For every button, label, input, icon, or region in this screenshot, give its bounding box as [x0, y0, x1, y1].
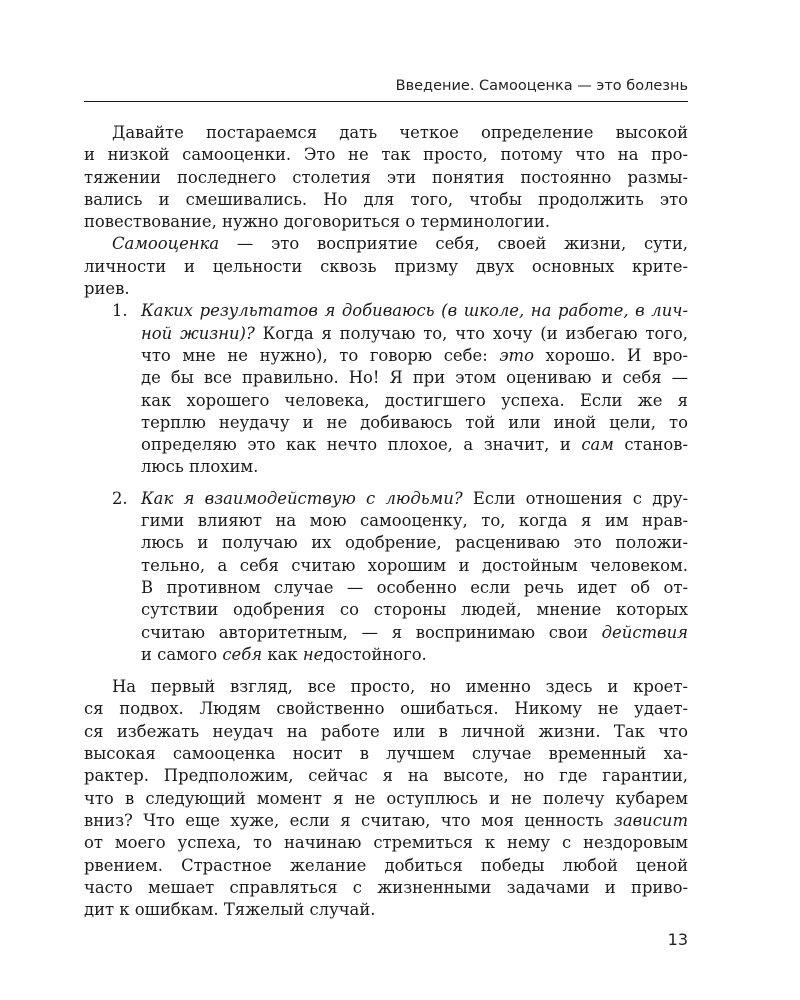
text-run: — это восприятие себя, своей жизни, сути,: [219, 234, 688, 254]
text-line: как хорошего человека, достигшего успеха. Если же я: [141, 390, 688, 410]
text-line: [141, 345, 688, 367]
text-run: как: [262, 644, 303, 664]
emphasis-italic: это: [499, 345, 534, 365]
emphasis-italic: себя: [222, 644, 263, 664]
text-line: люсь и получаю их одобрение, расцениваю это положи-: [141, 533, 688, 553]
emphasis-italic: действия: [601, 622, 688, 642]
text-line: рвением. Страстное желание добиться победы любой ценой: [84, 855, 688, 875]
text-line: риев.: [84, 279, 130, 299]
text-line: вались и смешивались. Но для того, чтобы продолжить это: [84, 189, 688, 209]
text-line: ся подвох. Людям свойственно ошибаться. Никому не удает-: [84, 699, 688, 719]
paragraph-conclusion: [84, 676, 688, 921]
text-line: [141, 488, 688, 510]
text-line: В противном случае — особенно если речь идет об от-: [141, 577, 688, 597]
text-line: от моего успеха, то начинаю стремиться к нему с нездоровым: [84, 833, 688, 853]
text-line: Давайте постараемся дать четкое определение высокой: [112, 123, 688, 142]
text-line: [141, 644, 688, 666]
text-line: часто мешает справляться с жизненными задачами и приво-: [84, 877, 688, 897]
running-header: Введение. Самооценка — это болезнь: [395, 78, 688, 94]
text-line: [141, 323, 688, 345]
text-run: и самого: [141, 644, 223, 664]
text-run: станов-: [613, 435, 688, 455]
list-number: 2.: [112, 488, 128, 508]
text-run: что мне не нужно), то говорю себе:: [141, 345, 500, 365]
page-body: [84, 122, 688, 921]
question-italic: Как я взаимодействую с людьми?: [141, 488, 463, 508]
emphasis-italic: зависит: [613, 810, 688, 830]
paragraph-intro: [84, 122, 688, 233]
paragraph-definition: [84, 233, 688, 300]
page-number: 13: [667, 930, 688, 949]
emphasis-italic: не: [302, 644, 324, 664]
text-line: терплю неудачу и не добиваюсь той или иной цели, то: [141, 412, 688, 432]
text-line: тяжении последнего столетия эти понятия постоянно размы-: [84, 167, 688, 187]
text-line: личности и цельности сквозь призму двух основных крите-: [84, 256, 688, 276]
text-run: Если отношения с дру-: [462, 488, 688, 508]
text-line: [84, 233, 688, 255]
text-line: [141, 300, 688, 322]
text-line: и низкой самооценки. Это не так просто, потому что на про-: [84, 145, 688, 165]
text-line: гими влияют на мою самооценку, то, когда я им нрав-: [141, 511, 688, 531]
text-line: де бы все правильно. Но! Я при этом оцениваю и себя —: [141, 368, 688, 388]
emphasis-italic: сам: [581, 435, 614, 455]
text-line: [141, 622, 688, 644]
list-number: 1.: [112, 301, 128, 321]
text-run: считаю авторитетным, — я воспринимаю свои: [141, 622, 602, 642]
text-line: [84, 810, 688, 832]
list-item: [84, 300, 688, 478]
text-line: люсь плохим.: [141, 457, 259, 477]
text-line: тельно, а себя считаю хорошим и достойным человеком.: [141, 555, 688, 575]
question-italic: Каких результатов я добиваюсь (в школе, на работе, в лич-: [141, 301, 688, 321]
text-line: что в следующий момент я не оступлюсь и не полечу кубарем: [84, 788, 688, 808]
text-run: хорошо. И вро-: [533, 345, 688, 365]
text-run: достойного.: [323, 644, 427, 664]
text-line: высокая самооценка носит в лучшем случае временный ха-: [84, 744, 688, 764]
text-line: сутствии одобрения со стороны людей, мнение которых: [141, 600, 688, 620]
header-rule: [84, 101, 688, 102]
term-italic: Самооценка: [112, 234, 220, 254]
text-line: ся избежать неудач на работе или в личной жизни. Так что: [84, 721, 688, 741]
text-line: [141, 434, 688, 456]
text-run: вниз? Что еще хуже, если я считаю, что моя ценность: [84, 810, 614, 830]
text-run: Когда я получаю то, что хочу (и избегаю того,: [254, 323, 688, 343]
text-line: рактер. Предположим, сейчас я на высоте, но где гарантии,: [84, 766, 688, 786]
text-line: дит к ошибкам. Тяжелый случай.: [84, 900, 376, 920]
text-line: На первый взгляд, все просто, но именно здесь и кроет-: [112, 677, 688, 697]
text-run: определяю это как нечто плохое, а значит, и: [141, 435, 582, 455]
question-italic: ной жизни)?: [141, 323, 255, 343]
list-item: [84, 488, 688, 666]
text-line: повествование, нужно договориться о терминологии.: [84, 212, 551, 232]
